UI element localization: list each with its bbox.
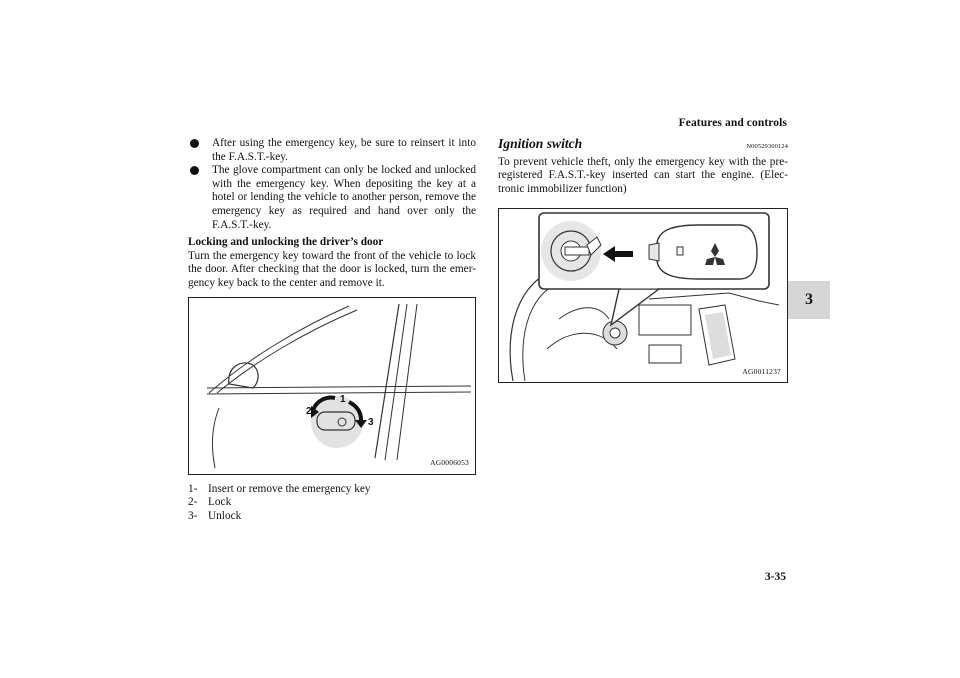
bullet-text: The glove compartment can only be locked and unlocked with the emergency key. When depositing the key at a hotel or lending the vehicle to another person, remove the emergency key as required and hand over only the F.A.S.T.-key. bbox=[212, 164, 476, 231]
bullet-dot-icon bbox=[190, 166, 199, 175]
bullet-item bbox=[188, 164, 476, 232]
legend-item bbox=[188, 496, 476, 510]
legend-item bbox=[188, 483, 476, 497]
legend-text: Lock bbox=[208, 496, 232, 509]
figure-code: AG0011237 bbox=[742, 366, 781, 376]
chapter-tab: 3 bbox=[788, 281, 830, 319]
paragraph: Turn the emergency key toward the front of the vehicle to lock the door. After checking that the door is locked, turn the emer-gency key back to the center and remove it. bbox=[188, 249, 476, 289]
section-heading bbox=[498, 137, 788, 154]
left-column bbox=[188, 137, 476, 523]
ignition-illustration bbox=[499, 209, 787, 382]
subheading: Locking and unlocking the driver’s door bbox=[188, 236, 384, 249]
running-header: Features and controls bbox=[678, 117, 787, 129]
legend-item bbox=[188, 510, 476, 524]
bullet-text: After using the emergency key, be sure to reinsert it into the F.A.S.T.-key. bbox=[212, 137, 476, 163]
figure-label-3: 3 bbox=[368, 416, 374, 428]
section-title: Ignition switch bbox=[498, 136, 583, 151]
door-lock-illustration bbox=[189, 298, 475, 474]
legend-number: 1- bbox=[188, 482, 198, 495]
legend-number: 2- bbox=[188, 496, 198, 509]
legend-text: Insert or remove the emergency key bbox=[208, 482, 371, 495]
legend-text: Unlock bbox=[208, 509, 242, 522]
legend-number: 3- bbox=[188, 509, 198, 522]
page-number: 3-35 bbox=[764, 571, 786, 583]
ignition-figure bbox=[498, 208, 788, 383]
figure-code: AG0006053 bbox=[430, 457, 469, 467]
door-lock-figure bbox=[188, 297, 476, 475]
right-column bbox=[498, 137, 788, 383]
bullet-dot-icon bbox=[190, 139, 199, 148]
figure-label-2: 2 bbox=[306, 405, 312, 417]
figure-legend bbox=[188, 483, 476, 524]
paragraph: To prevent vehicle theft, only the emergency key with the pre-registered F.A.S.T.-key inserted can start the engine. (Elec-tronic immobilizer function) bbox=[498, 155, 788, 195]
figure-label-1: 1 bbox=[340, 393, 346, 405]
section-code: N00529300124 bbox=[746, 143, 788, 150]
bullet-item bbox=[188, 137, 476, 164]
